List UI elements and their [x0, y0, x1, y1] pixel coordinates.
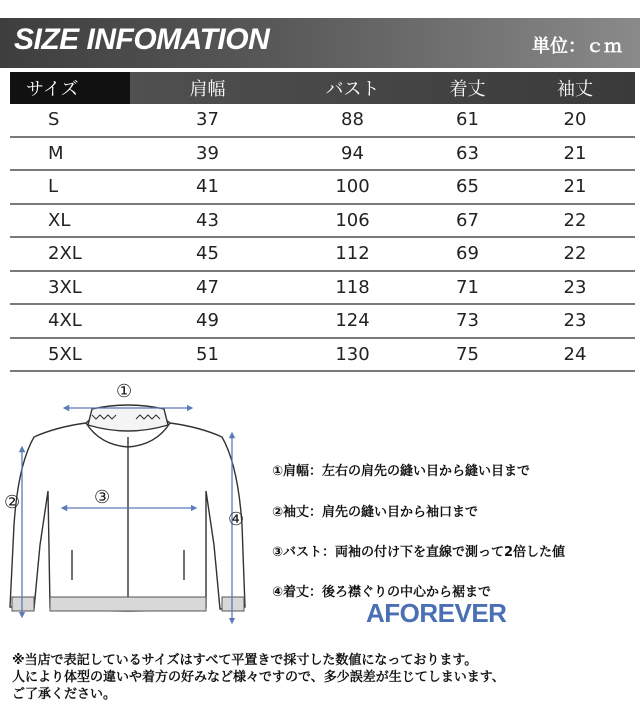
size-cell: 4XL	[48, 310, 82, 332]
sleeve-cell: 24	[563, 343, 587, 365]
col-header-length: 着丈	[449, 79, 486, 100]
length-cell: 75	[456, 343, 479, 365]
shoulder-cell: 45	[196, 243, 219, 265]
length-cell: 67	[456, 209, 479, 231]
shoulder-cell: 51	[196, 343, 219, 365]
shoulder-cell: 49	[196, 310, 219, 332]
col-header-shoulder: 肩幅	[189, 79, 226, 100]
legend-shoulder: ①肩幅：左右の肩先の縫い目から縫い目まで	[272, 464, 531, 479]
col-header-size: サイズ	[10, 72, 130, 104]
sleeve-cell: 20	[563, 109, 587, 131]
sleeve-cell: 22	[563, 209, 587, 231]
legend-length: ④着丈：後ろ襟ぐりの中心から裾まで	[272, 585, 492, 600]
size-cell: 5XL	[48, 343, 82, 365]
shoulder-cell: 41	[196, 176, 219, 198]
shoulder-cell: 43	[196, 209, 219, 231]
table-row	[10, 138, 635, 172]
marker-1: ①	[116, 381, 133, 402]
legend-bust: ③バスト：両袖の付け下を直線で測って2倍した値	[272, 545, 566, 560]
length-cell: 71	[456, 276, 479, 298]
brand-logo-text: AFOREVER	[366, 598, 507, 628]
bust-cell: 94	[341, 142, 364, 164]
size-cell: 3XL	[48, 276, 82, 298]
length-cell: 65	[456, 176, 479, 198]
size-table	[10, 72, 635, 372]
length-cell: 61	[456, 109, 479, 131]
size-table-header	[10, 72, 635, 104]
sleeve-cell: 23	[563, 276, 587, 298]
length-cell: 63	[456, 142, 479, 164]
table-row	[10, 305, 635, 339]
sleeve-cell: 23	[563, 310, 587, 332]
length-cell: 73	[456, 310, 479, 332]
jacket-diagram	[0, 375, 270, 645]
bust-cell: 130	[335, 343, 370, 365]
table-row	[10, 104, 635, 138]
size-notes	[12, 652, 505, 703]
size-cell: M	[48, 142, 64, 164]
shoulder-cell: 47	[196, 276, 219, 298]
bust-cell: 100	[335, 176, 370, 198]
note-line-2: 人により体型の違いや着方の好みなど様々ですので、多少誤差が生じてしまいます、	[12, 670, 505, 685]
marker-2: ②	[4, 492, 21, 513]
table-row	[10, 238, 635, 272]
col-header-sleeve: 袖丈	[557, 79, 593, 100]
shoulder-cell: 39	[196, 142, 219, 164]
table-row	[10, 339, 635, 373]
shoulder-cell: 37	[196, 109, 219, 131]
length-cell: 69	[456, 243, 479, 265]
sleeve-cell: 22	[563, 243, 587, 265]
size-info-header	[0, 18, 640, 68]
size-cell: XL	[48, 209, 71, 231]
unit-label: 単位：ｃｍ	[532, 36, 622, 57]
sleeve-cell: 21	[563, 142, 587, 164]
note-line-1: ※当店で表記しているサイズはすべて平置きで採寸した数値になっております。	[12, 653, 478, 668]
bust-cell: 88	[341, 109, 364, 131]
size-info-title: SIZE INFOMATION	[14, 23, 270, 56]
marker-3: ③	[94, 487, 111, 508]
bust-cell: 112	[335, 243, 370, 265]
size-cell: L	[48, 176, 59, 198]
note-line-3: ご了承ください。	[12, 687, 117, 702]
bust-cell: 124	[335, 310, 370, 332]
table-row	[10, 272, 635, 306]
legend-sleeve: ②袖丈：肩先の縫い目から袖口まで	[272, 505, 479, 520]
table-row	[10, 205, 635, 239]
marker-4: ④	[228, 509, 245, 530]
bust-cell: 118	[335, 276, 370, 298]
table-row	[10, 171, 635, 205]
col-header-bust: バスト	[325, 79, 380, 100]
size-cell: S	[48, 109, 60, 131]
size-cell: 2XL	[48, 243, 82, 265]
brand-logo	[366, 596, 536, 628]
bust-cell: 106	[335, 209, 370, 231]
sleeve-cell: 21	[563, 176, 587, 198]
ribbed-hem	[12, 597, 244, 611]
